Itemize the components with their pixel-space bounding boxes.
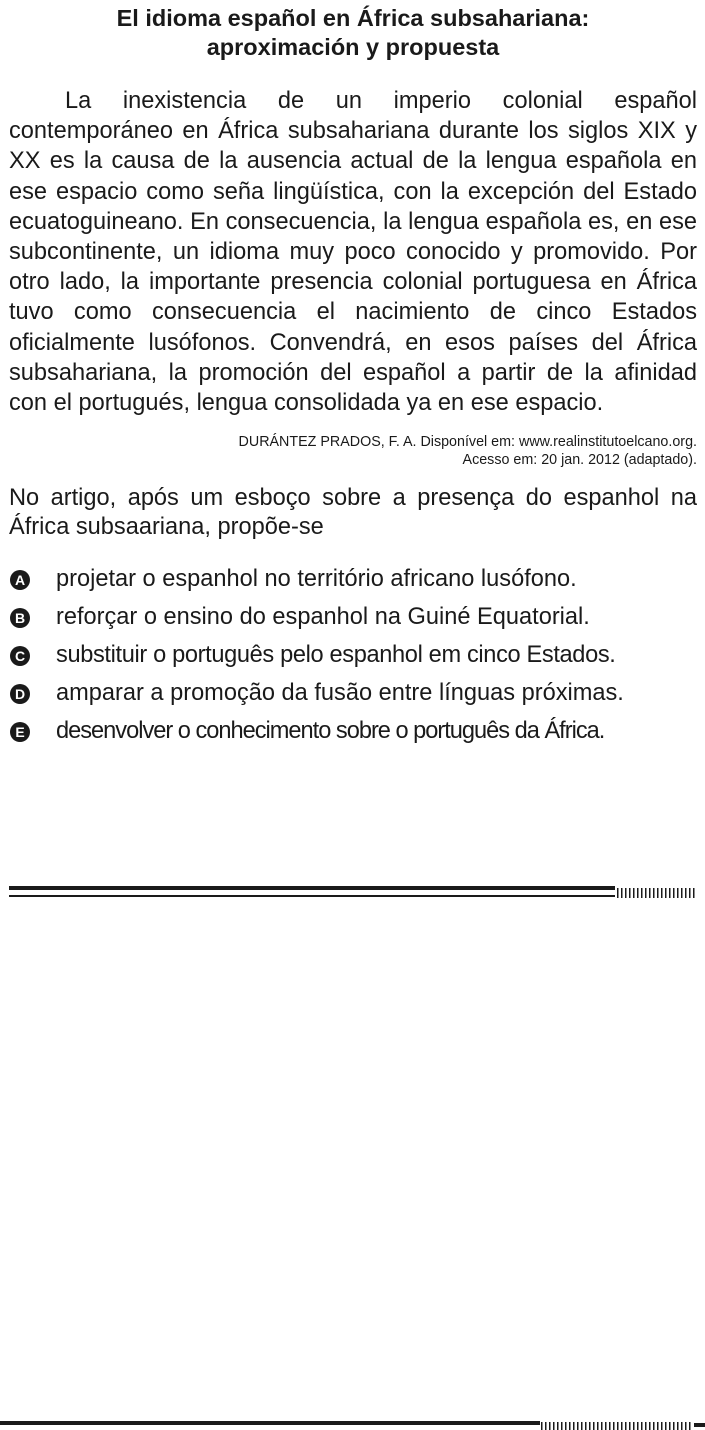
separator-rule-thin — [9, 895, 615, 897]
question-page — [9, 0, 697, 755]
footer-rule — [0, 1421, 540, 1425]
answer-options — [9, 565, 697, 755]
option-e[interactable] — [9, 717, 697, 755]
option-e-letter-icon: E — [10, 722, 30, 742]
question-stem: No artigo, após um esboço sobre a presença do espanhol na África subsaariana, propõe-se — [9, 485, 697, 541]
passage-title — [9, 4, 697, 62]
footer-ticks — [541, 1422, 693, 1430]
option-c-text: substituir o português pelo espanhol em cinco Estados. — [56, 642, 616, 669]
title-line-2: aproximación y propuesta — [206, 34, 500, 60]
option-a-text: projetar o espanhol no território africano lusófono. — [56, 566, 577, 593]
option-b[interactable] — [9, 603, 697, 641]
option-a[interactable] — [9, 565, 697, 603]
passage-text: La inexistencia de un imperio colonial español contemporáneo en África subsahariana durante los siglos XIX y XX es la causa de la ausencia actual de la lengua española en ese espacio como seña lingüística, con la excepción del Estado ecuatoguineano. En consecuencia, la lengua española es, en ese subcontinente, un idioma muy poco conocido y promovido. Por otro lado, la importante presencia colonial portuguesa en África tuvo como consecuencia el nacimiento de cinco Estados oficialmente lusófonos. Convendrá, en esos países del África subsahariana, la promoción del español a partir de la afinidad con el portugués, lengua consolidada ya en ese espacio. — [9, 88, 697, 417]
option-c[interactable] — [9, 641, 697, 679]
option-b-text: reforçar o ensino do espanhol na Guiné Equatorial. — [56, 604, 590, 631]
separator-rule-thick — [9, 886, 615, 890]
source-citation — [9, 433, 697, 469]
separator-ticks — [617, 888, 697, 898]
option-a-letter-icon: A — [10, 570, 30, 590]
source-line-1: DURÁNTEZ PRADOS, F. A. Disponível em: www.realinstitutoelcano.org. — [238, 434, 697, 451]
option-c-letter-icon: C — [10, 646, 30, 666]
option-d-text: amparar a promoção da fusão entre línguas próximas. — [56, 680, 624, 707]
option-d[interactable] — [9, 679, 697, 717]
option-e-text: desenvolver o conhecimento sobre o português da África. — [56, 718, 605, 745]
footer-rule-end — [694, 1423, 705, 1427]
option-d-letter-icon: D — [10, 684, 30, 704]
source-line-2: Acesso em: 20 jan. 2012 (adaptado). — [462, 452, 697, 469]
option-b-letter-icon: B — [10, 608, 30, 628]
title-line-1: El idioma español en África subsahariana: — [116, 5, 590, 31]
